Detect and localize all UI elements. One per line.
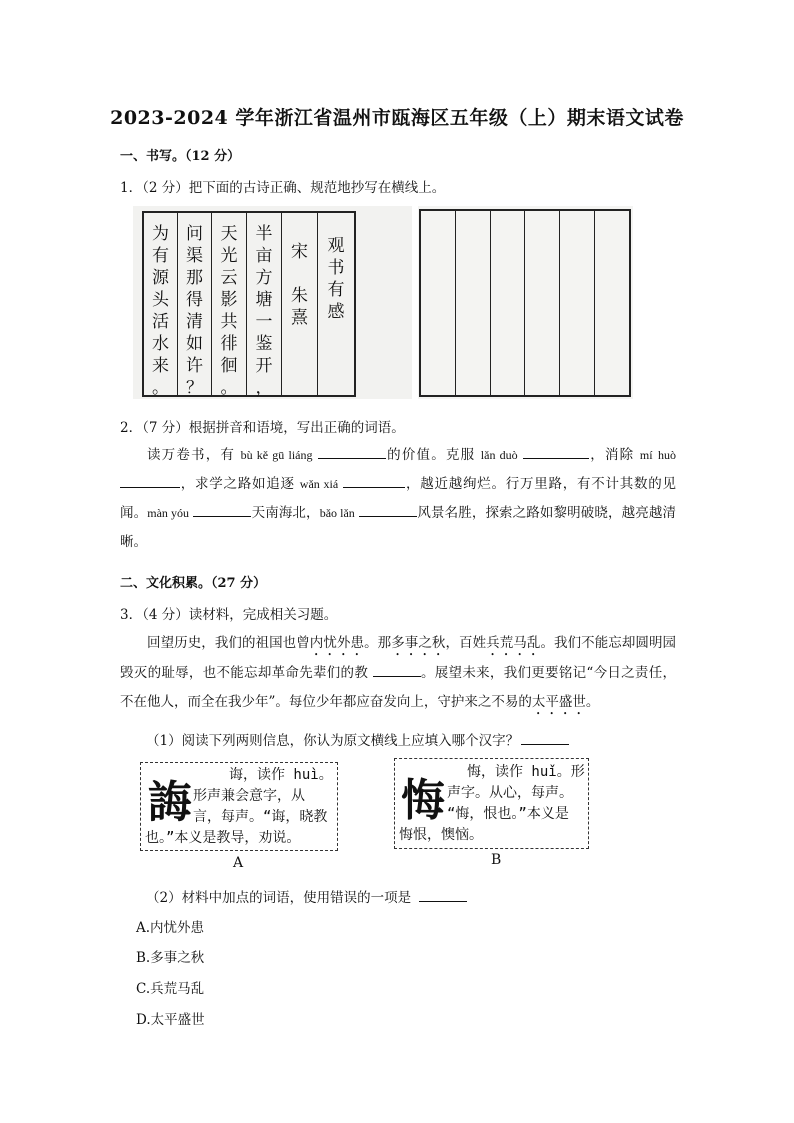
answer-blank-1[interactable] <box>318 446 386 459</box>
dotted-word-2: 多事之秋 <box>391 635 446 651</box>
poem-author: 宋 朱 熹 <box>282 213 318 395</box>
poem-image <box>133 206 412 399</box>
question-1: 1．（2 分）把下面的古诗正确、规范地抄写在横线上。 <box>120 180 446 196</box>
question-3: 3．（4 分）读材料，完成相关习题。 <box>120 607 338 623</box>
choice-d[interactable]: D.太平盛世 <box>136 1012 205 1028</box>
poem-line-3: 问 渠 那 得 清 如 许 ？ <box>178 213 212 395</box>
dotted-word-1: 内忧外患 <box>309 635 365 651</box>
seal-glyph-hui-teach: 誨 <box>148 777 192 828</box>
choice-b[interactable]: B.多事之秋 <box>136 950 205 966</box>
answer-blank-9[interactable] <box>419 889 467 902</box>
sub-question-2: （2）材料中加点的词语，使用错误的一项是 <box>146 886 467 906</box>
question-2: 2．（7 分）根据拼音和语境，写出正确的词语。 <box>120 420 405 436</box>
sub-question-1: （1）阅读下列两则信息，你认为原文横线上应填入哪个汉字？ <box>146 729 569 749</box>
section-heading-writing: 一、书写。（12 分） <box>120 149 241 164</box>
poem-line-2: 天 光 云 影 共 徘 徊 。 <box>212 213 247 395</box>
seal-glyph-hui-regret: 悔 <box>401 775 445 826</box>
answer-blank-3[interactable] <box>120 475 180 488</box>
answer-blank-6[interactable] <box>359 504 417 517</box>
answer-blank-4[interactable] <box>343 475 405 488</box>
poem-title: 观 书 有 感 <box>327 236 345 322</box>
question-2-passage: 读万卷书，有 bù kě gū liáng 的价值。克服 lǎn duò ，消除 mí huò ，求学之路如追逐 wǎn xiá ，越近越绚烂。行万里路，有不计其数的见闻。màn yóu 天南海北，bǎo lǎn 风景名胜，探索之路如黎明破晓，越亮越清晰。 <box>120 447 677 550</box>
answer-blank-7[interactable] <box>373 664 421 677</box>
section-heading-culture: 二、文化积累。（27 分） <box>120 576 267 591</box>
writing-grid[interactable] <box>418 206 633 399</box>
option-label-a: A <box>233 855 244 871</box>
answer-blank-2[interactable] <box>523 446 589 459</box>
answer-blank-8[interactable] <box>521 732 569 745</box>
dotted-word-4: 太平盛世 <box>531 694 586 710</box>
question-3-passage: 回望历史，我们的祖国也曾内忧外患。那多事之秋，百姓兵荒马乱。我们不能忘却圆明园毁灭的耻辱，也不能忘却革命先辈们的教 。展望未来，我们更要铭记“今日之责任，不在他人，而全在我少年”。每位少年都应奋发向上，守护来之不易的太平盛世。 <box>120 635 677 710</box>
dotted-word-3: 兵荒马乱 <box>486 635 541 651</box>
option-label-b: B <box>491 852 502 868</box>
choice-a[interactable]: A.内忧外患 <box>136 920 205 936</box>
info-box-a: 誨 诲，读作 huì。 形声兼会意字，从 言，每声。“诲，晓教 也。”本义是教导，劝说。 <box>140 762 338 851</box>
answer-blank-5[interactable] <box>193 504 251 517</box>
poem-line-4: 为 有 源 头 活 水 来 。 <box>144 213 178 395</box>
choice-c[interactable]: C.兵荒马乱 <box>136 981 205 997</box>
poem-line-1: 半 亩 方 塘 一 鉴 开 ， <box>247 213 282 395</box>
page-title: 2023-2024 学年浙江省温州市瓯海区五年级（上）期末语文试卷 <box>110 107 684 129</box>
info-box-b: 悔 悔，读作 huǐ。形 声字。从心，每声。 “悔，恨也。”本义是 悔恨，懊恼。 <box>394 758 589 849</box>
